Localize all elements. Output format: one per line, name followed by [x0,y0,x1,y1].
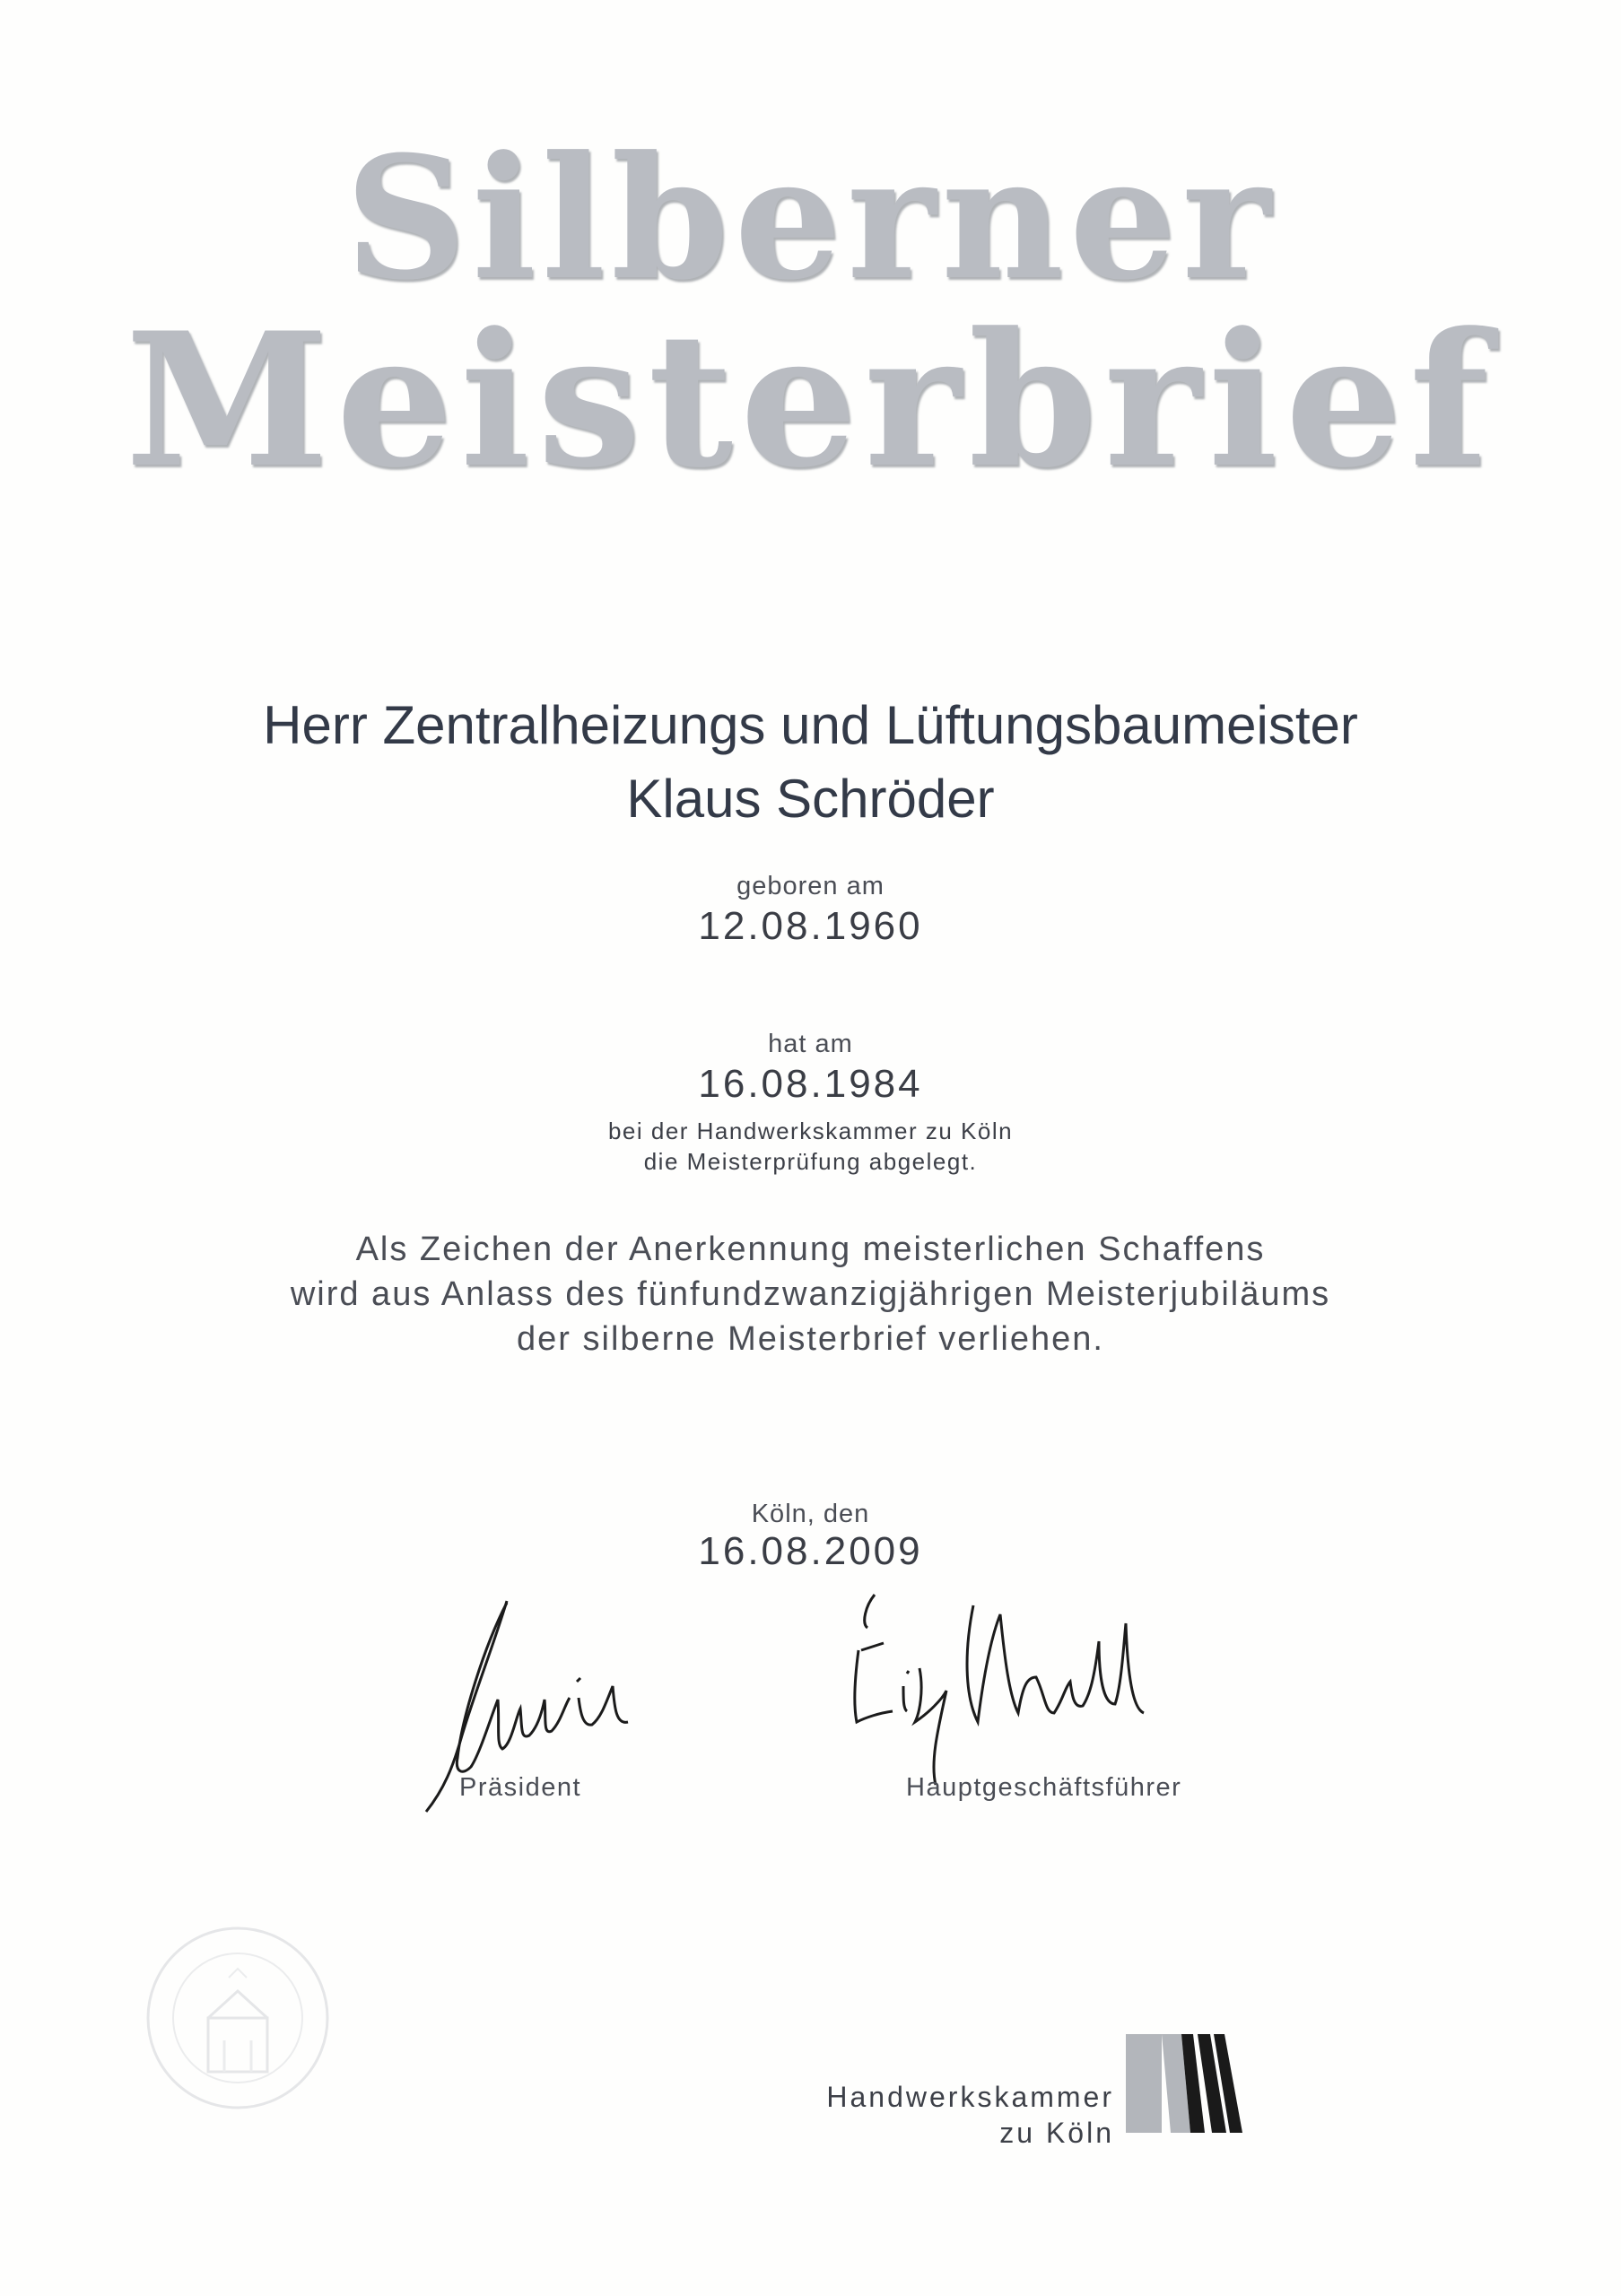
chamber-logo-text [826,2079,1114,2151]
manager-signature [830,1587,1171,1794]
president-label: Präsident [459,1773,582,1802]
exam-details-line-1: bei der Handwerkskammer zu Köln [607,1118,1014,1144]
title-line-2: Meisterbrief [125,293,1496,509]
recognition-text [0,1227,1621,1361]
exam-details-line-2: die Meisterprüfung abgelegt. [643,1148,978,1175]
chamber-logo-line-1: Handwerkskammer [826,2081,1114,2113]
recognition-line-1: Als Zeichen der Anerkennung meisterlichen Schaffens [355,1231,1266,1268]
recognition-line-3: der silberne Meisterbrief verliehen. [517,1320,1104,1358]
embossed-seal-icon [144,1924,332,2112]
issue-date: 16.08.2009 [698,1529,923,1573]
recipient-block [0,689,1621,836]
recognition-line-2: wird aus Anlass des fünfundzwanzigjährigen Meisterjubiläums [290,1275,1331,1313]
issue-place-label: Köln, den [751,1500,870,1528]
birth-label: geboren am [736,872,885,900]
recipient-title: Herr Zentralheizungs und Lüftungsbaumeister [263,695,1358,755]
exam-label: hat am [768,1030,853,1058]
title-line-1: Silberner [344,119,1277,317]
chamber-logo-icon [1126,2034,1242,2133]
exam-date: 16.08.1984 [698,1062,923,1106]
exam-details [0,1116,1621,1177]
manager-label: Hauptgeschäftsführer [906,1773,1182,1802]
chamber-logo-line-2: zu Köln [999,2117,1114,2149]
birth-date: 12.08.1960 [698,904,923,948]
recipient-name: Klaus Schröder [626,769,995,829]
